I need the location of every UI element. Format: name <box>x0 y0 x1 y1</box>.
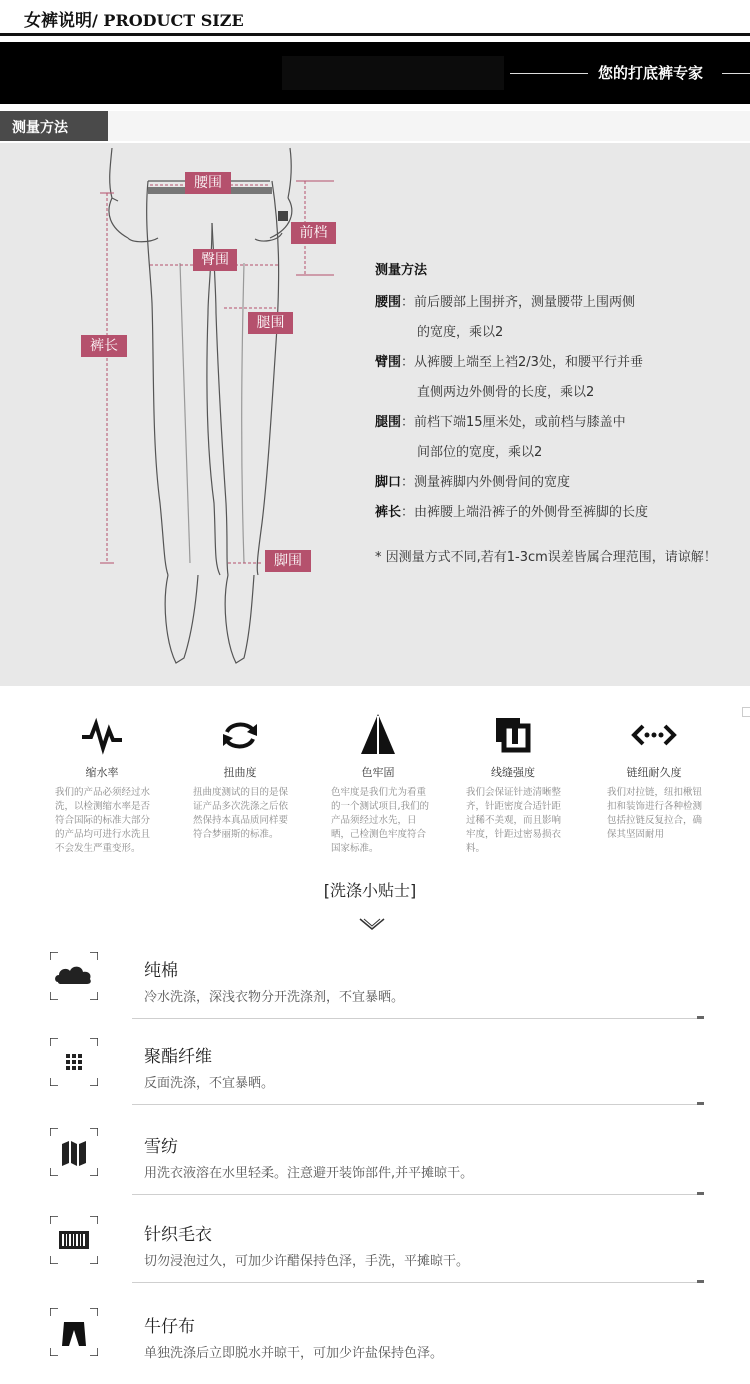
tip-divider <box>132 1018 704 1019</box>
feature-desc: 我们对拉链，纽扣楸钮扣和装饰进行各种检测包括拉链反复拉合，确保其坚固耐用 <box>607 787 703 840</box>
tip-divider <box>132 1282 704 1283</box>
tag-thigh: 腿围 <box>248 312 293 334</box>
tip-desc: 冷水洗涤，深浅衣物分开洗涤剂，不宜暴晒。 <box>144 990 405 1005</box>
tip-divider-mark <box>697 1192 704 1195</box>
method-item-length: 裤长：由裤腰上端沿裤子的外侧骨至裤脚的长度 <box>375 505 649 520</box>
tip-desc: 切勿浸泡过久，可加少许醋保持色泽，手洗，平摊晾干。 <box>144 1254 470 1269</box>
code-icon <box>631 712 677 758</box>
feature-desc: 我们会保证针迹清晰整齐，针距密度合适针距过稀不美观，而且影响牢度，针距过密易损衣料。 <box>466 787 562 854</box>
section-label: 测量方法 <box>12 120 68 136</box>
feature-name: 缩水率 <box>85 766 119 779</box>
pants-icon <box>50 1308 98 1356</box>
feature-desc: 色牢度是我们尤为看重的一个测试项目,我们的产品须经过水先，日晒，己检测色牢度符合国家标准。 <box>331 787 430 854</box>
tip-name: 雪纺 <box>144 1137 178 1157</box>
tip-item-chiffon <box>0 1128 750 1218</box>
feature-desc: 我们的产品必须经过水洗，以检测缩水率是否符合国际的标准大部分的产品均可进行水洗且不会发生严重变形。 <box>55 787 151 854</box>
measure-method <box>375 259 750 565</box>
tip-item-polyester <box>0 1038 750 1128</box>
feature-name: 扭曲度 <box>223 766 257 779</box>
feature-name: 链纽耐久度 <box>626 766 682 779</box>
measure-panel <box>0 143 750 686</box>
tip-item-denim <box>0 1308 750 1384</box>
banner-slogan: 您的打底裤专家 <box>598 64 704 82</box>
feature-name: 色牢固 <box>361 766 395 779</box>
grid-icon <box>50 1038 98 1086</box>
map-icon <box>50 1128 98 1176</box>
quality-features <box>0 712 750 872</box>
method-item-waist: 腰围：前后腰部上围拼齐，测量腰带上围两侧 <box>375 295 636 310</box>
method-item-thigh: 腿围：前档下端15厘米处，或前档与膝盖中 <box>375 415 626 430</box>
tip-desc: 单独洗涤后立即脱水并晾干，可加少许盐保持色泽。 <box>144 1346 444 1361</box>
tag-hip: 臀围 <box>193 249 237 271</box>
tip-divider-mark <box>697 1280 704 1283</box>
tip-divider-mark <box>697 1102 704 1105</box>
tip-desc: 用洗衣液溶在水里轻柔。注意避开装饰部件,并平摊晾干。 <box>144 1166 474 1181</box>
tag-front-rise: 前档 <box>291 222 336 244</box>
refresh-icon <box>217 712 263 758</box>
header-rule <box>0 33 750 36</box>
tag-length: 裤长 <box>81 335 127 357</box>
banner-line-left <box>510 73 588 74</box>
section-tab <box>0 111 108 141</box>
tips-title: [洗涤小贴士] <box>323 881 417 900</box>
feature-desc: 扭曲度测试的目的是保证产品多次洗涤之后依然保持本真品质同样要符合梦丽斯的标准。 <box>193 787 289 840</box>
tip-name: 纯棉 <box>144 961 178 981</box>
tip-desc: 反面洗涤，不宜暴晒。 <box>144 1076 275 1091</box>
method-item-waist-cont: 的宽度，乘以2 <box>417 325 504 340</box>
tag-waist: 腰围 <box>185 172 231 194</box>
cloud-icon <box>50 952 98 1000</box>
method-item-hem: 脚口：测量裤脚内外侧骨间的宽度 <box>375 475 571 490</box>
method-item-hip-cont: 直侧两边外侧骨的长度，乘以2 <box>417 385 595 400</box>
method-item-thigh-cont: 间部位的宽度，乘以2 <box>417 445 543 460</box>
chevron-down-icon <box>358 916 386 934</box>
method-title: 测量方法 <box>375 263 428 278</box>
title-cn: 女裤说明 <box>24 11 92 31</box>
feature-name: 线缝强度 <box>491 766 535 779</box>
tip-divider-mark <box>697 1016 704 1019</box>
tip-name: 牛仔布 <box>144 1317 195 1337</box>
pulse-icon <box>79 712 125 758</box>
tip-divider <box>132 1104 704 1105</box>
banner-line-right <box>722 73 750 74</box>
tip-name: 聚酯纤维 <box>144 1047 212 1067</box>
banner-inner-block <box>282 56 504 90</box>
method-note: * 因测量方式不同,若有1-3cm误差皆属合理范围，请谅解！ <box>375 550 717 565</box>
tip-item-cotton <box>0 952 750 1042</box>
tip-item-knit-sweater <box>0 1216 750 1306</box>
title-en: / PRODUCT SIZE <box>92 11 244 30</box>
color-icon <box>355 712 401 758</box>
pants-figure <box>0 143 360 686</box>
method-item-hip: 臂围：从裤腰上端至上裆2/3处，和腰平行并垂 <box>375 355 643 370</box>
seam-icon <box>490 712 536 758</box>
section-bar <box>108 111 750 141</box>
page-header <box>0 0 750 36</box>
tip-divider <box>132 1194 704 1195</box>
brand-banner <box>0 42 750 104</box>
tag-hem: 脚围 <box>265 550 311 572</box>
tip-name: 针织毛衣 <box>144 1225 212 1245</box>
barcode-icon <box>50 1216 98 1264</box>
page-title <box>24 6 244 31</box>
